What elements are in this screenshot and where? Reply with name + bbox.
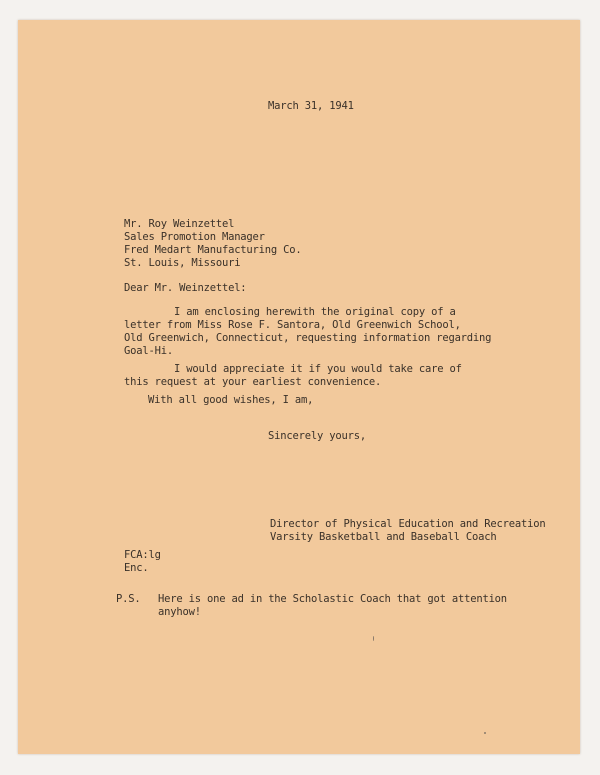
- signature-title-line-2: Varsity Basketball and Baseball Coach: [270, 531, 497, 543]
- postscript-line-2: anyhow!: [158, 606, 201, 618]
- salutation: Dear Mr. Weinzettel:: [124, 282, 247, 294]
- paper-speck: [484, 732, 486, 734]
- enclosure-note: Enc.: [124, 562, 149, 574]
- paper-speck: [373, 636, 374, 641]
- signature-title-line-1: Director of Physical Education and Recreation: [270, 518, 546, 530]
- postscript-label: P.S.: [116, 593, 141, 605]
- closing: Sincerely yours,: [268, 430, 366, 442]
- letter-date: March 31, 1941: [268, 100, 354, 112]
- paragraph-1-line-2: letter from Miss Rose F. Santora, Old Greenwich School,: [124, 319, 461, 331]
- paragraph-1-line-1: I am enclosing herewith the original copy of a: [174, 306, 456, 318]
- paragraph-1-line-3: Old Greenwich, Connecticut, requesting information regarding: [124, 332, 492, 344]
- recipient-title: Sales Promotion Manager: [124, 231, 265, 243]
- recipient-company: Fred Medart Manufacturing Co.: [124, 244, 302, 256]
- paragraph-1-line-4: Goal-Hi.: [124, 345, 173, 357]
- reference-initials: FCA:lg: [124, 549, 161, 561]
- paragraph-2-line-1: I would appreciate it if you would take care of: [174, 363, 462, 375]
- paragraph-2-line-2: this request at your earliest convenience.: [124, 376, 382, 388]
- postscript-line-1: Here is one ad in the Scholastic Coach that got attention: [158, 593, 507, 605]
- letter-page: [18, 20, 580, 754]
- recipient-city: St. Louis, Missouri: [124, 257, 241, 269]
- paragraph-3: With all good wishes, I am,: [148, 394, 314, 406]
- recipient-name: Mr. Roy Weinzettel: [124, 218, 235, 230]
